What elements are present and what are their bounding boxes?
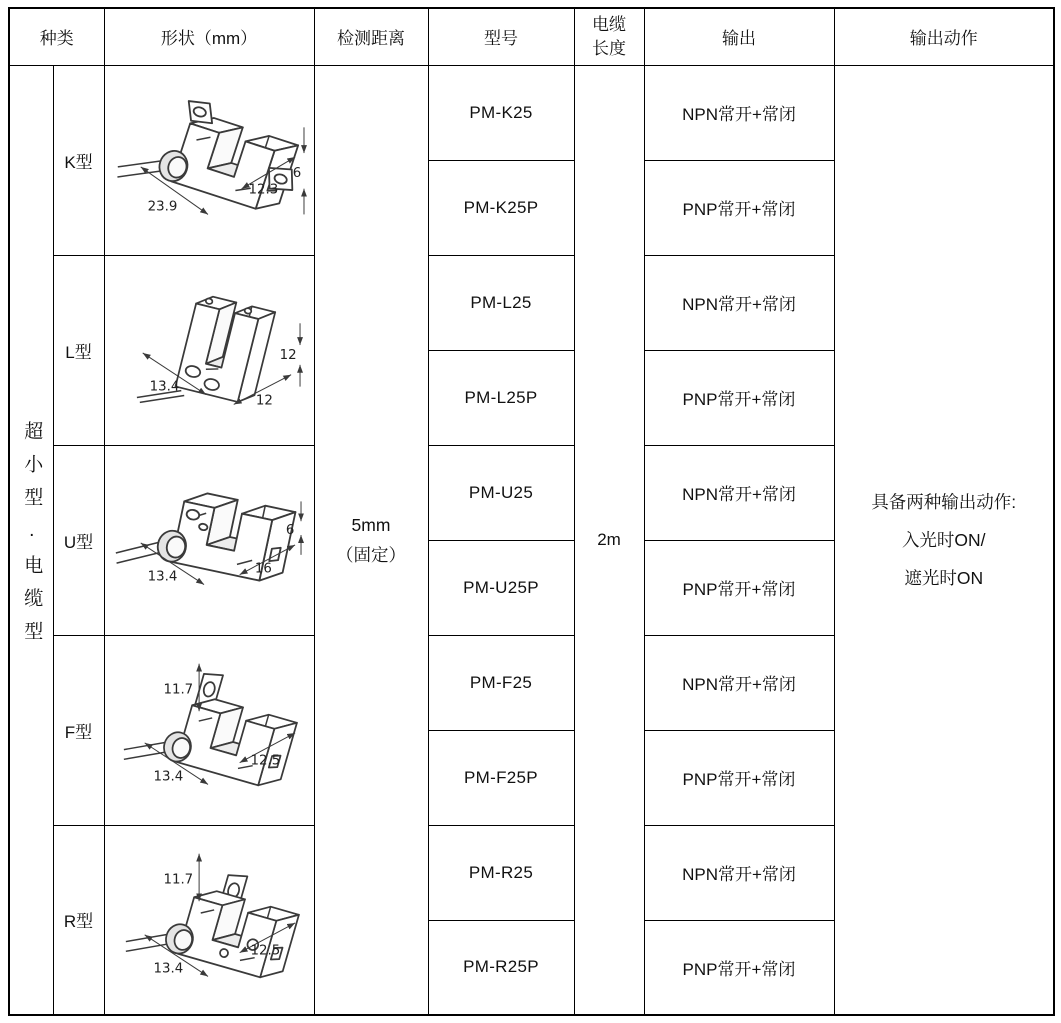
output-cell: PNP常开+常闭 [644,730,834,825]
dim-label: 13.4 [153,769,184,785]
output-cell: PNP常开+常闭 [644,540,834,635]
distance-line2: （固定） [336,544,406,565]
output-cell: NPN常开+常闭 [644,445,834,540]
header-cable-line1: 电缆 [592,14,626,34]
sensor-drawing-f [105,636,313,824]
output-cell: NPN常开+常闭 [644,65,834,160]
output-cell: NPN常开+常闭 [644,255,834,350]
table-row [9,65,1054,160]
category-cell [9,65,53,1015]
dim-label: 16 [254,561,272,577]
output-cell: PNP常开+常闭 [644,350,834,445]
type-cell-l: L型 [53,255,104,445]
header-action: 输出动作 [834,8,1054,65]
header-distance: 检测距离 [314,8,428,65]
dim-label: 11.7 [163,872,194,888]
category-vertical-label: 超小型.电缆型 [21,420,43,654]
output-cell: NPN常开+常闭 [644,635,834,730]
dim-label: 12 [255,393,273,409]
shape-cell-u [104,445,314,635]
action-line1: 具备两种输出动作: [871,491,1017,512]
shape-cell-f [104,635,314,825]
type-cell-r: R型 [53,825,104,1015]
dim-label: 13.4 [149,379,180,395]
dim-label: 23.9 [147,199,178,215]
shape-cell-l [104,255,314,445]
model-cell: PM-R25 [428,825,574,920]
shape-cell-r [104,825,314,1015]
dim-label: 6 [292,165,302,181]
shape-cell-k [104,65,314,255]
dim-label: 13.4 [153,961,184,977]
model-cell: PM-K25P [428,160,574,255]
sensor-spec-table [8,7,1055,1016]
output-cell: PNP常开+常闭 [644,160,834,255]
action-line2: 入光时ON/ [901,529,986,550]
sensor-drawing-k [105,66,313,254]
output-action-cell [834,65,1054,1015]
dim-label: 6 [285,523,295,539]
sensor-drawing-u [105,446,313,634]
model-cell: PM-F25 [428,635,574,730]
dim-label: 12.5 [250,753,281,769]
header-cable-line2: 长度 [592,38,626,58]
model-cell: PM-U25 [428,445,574,540]
model-cell: PM-K25 [428,65,574,160]
header-model: 型号 [428,8,574,65]
header-shape: 形状（mm） [104,8,314,65]
distance-line1: 5mm [351,514,391,535]
dim-label: 12.3 [248,182,279,198]
action-line3: 遮光时ON [904,567,984,588]
sensor-drawing-l [105,256,313,444]
sensor-drawing-r [105,826,313,1014]
model-cell: PM-L25P [428,350,574,445]
type-cell-u: U型 [53,445,104,635]
header-output: 输出 [644,8,834,65]
output-cell: PNP常开+常闭 [644,920,834,1015]
output-cell: NPN常开+常闭 [644,825,834,920]
dim-label: 11.7 [163,682,194,698]
header-cable [574,8,644,65]
dim-label: 12 [279,347,297,363]
type-cell-f: F型 [53,635,104,825]
model-cell: PM-U25P [428,540,574,635]
model-cell: PM-R25P [428,920,574,1015]
cable-length-cell: 2m [574,65,644,1015]
header-type: 种类 [9,8,104,65]
dim-label: 12.5 [250,943,281,959]
dim-label: 13.4 [147,569,178,585]
detection-distance-cell [314,65,428,1015]
type-cell-k: K型 [53,65,104,255]
header-row [9,8,1054,65]
model-cell: PM-F25P [428,730,574,825]
model-cell: PM-L25 [428,255,574,350]
